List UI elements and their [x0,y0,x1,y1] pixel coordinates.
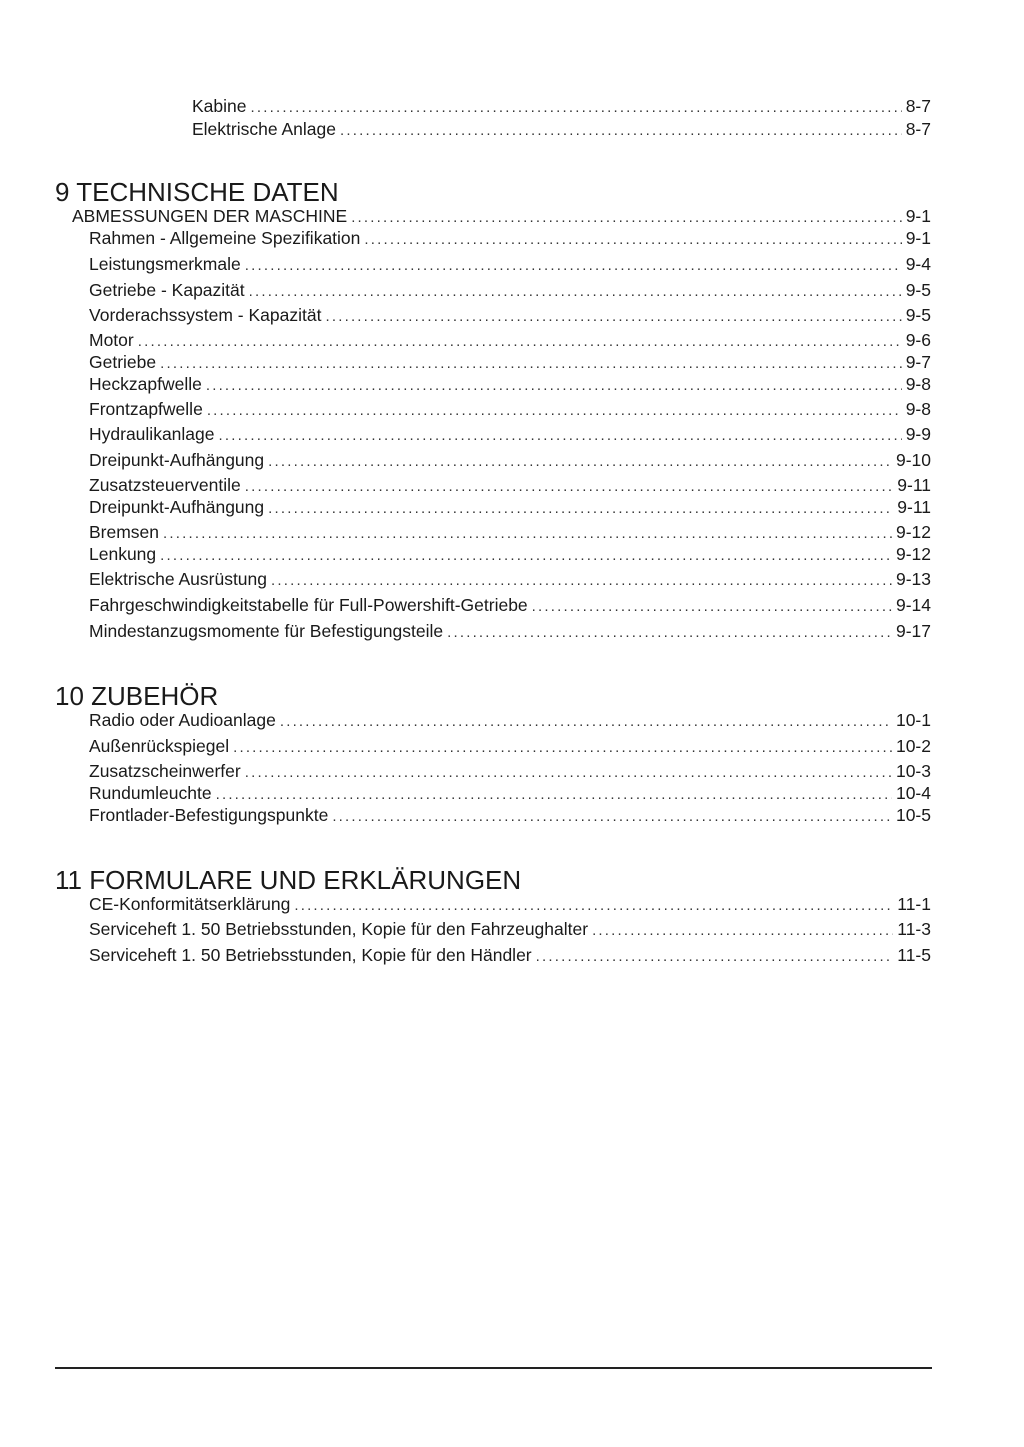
toc-entry-label: Frontzapfwelle [89,399,203,419]
toc-entry-label: Getriebe [89,352,157,372]
toc-entry-label: CE-Konformitätserklärung [89,894,291,914]
toc-entry-page: 11-3 [897,919,931,939]
toc-entry[interactable] [89,449,931,473]
chapter-title[interactable]: 9 TECHNISCHE DATEN [55,177,339,207]
toc-entry[interactable] [89,474,931,498]
toc-entry-label: Dreipunkt-Aufhängung [89,450,265,470]
toc-entry-label: Vorderachssystem - Kapazität [89,305,322,325]
toc-entry[interactable] [89,253,931,277]
dot-leader [245,476,894,498]
toc-entry-page: 9-8 [905,374,931,394]
toc-entry[interactable] [89,918,931,942]
toc-entry-page: 9-8 [905,399,931,419]
toc-entry[interactable] [89,521,931,545]
toc-entry-page: 10-3 [895,761,931,781]
dot-leader [294,895,893,917]
dot-leader [249,281,902,303]
dot-leader [207,400,902,422]
toc-entry[interactable] [89,373,931,397]
toc-entry-page: 9-5 [905,280,931,300]
toc-entry[interactable] [89,329,931,353]
toc-entry[interactable] [89,709,931,733]
toc-entry-label: Motor [89,330,134,350]
toc-entry-label: Hydraulikanlage [89,424,215,444]
toc-entry-label: Zusatzscheinwerfer [89,761,241,781]
dot-leader [219,425,902,447]
toc-entry-page: 9-4 [905,254,931,274]
chapter-title[interactable]: 10 ZUBEHÖR [55,681,219,711]
dot-leader [532,596,892,618]
toc-entry-page: 9-12 [895,544,931,564]
dot-leader [245,762,892,784]
dot-leader [268,498,893,520]
dot-leader [271,570,892,592]
toc-entry-page: 9-10 [895,450,931,470]
dot-leader [325,306,901,328]
toc-entry[interactable] [89,804,931,828]
toc-entry-label: Leistungsmerkmale [89,254,241,274]
toc-entry-page: 9-7 [905,352,931,372]
toc-entry-page: 9-11 [897,497,931,517]
toc-entry-label: Rahmen - Allgemeine Spezifikation [89,228,361,248]
toc-entry-page: 10-1 [895,710,931,730]
toc-entry-label: Serviceheft 1. 50 Betriebsstunden, Kopie für den Fahrzeughalter [89,919,589,939]
toc-entry[interactable] [89,893,931,917]
dot-leader [245,255,902,277]
toc-entry[interactable] [89,944,931,968]
toc-entry-page: 10-2 [895,736,931,756]
toc-entry-label: Getriebe - Kapazität [89,280,245,300]
toc-entry[interactable] [89,543,931,567]
toc-entry-page: 9-9 [905,424,931,444]
footer-rule [55,1367,932,1369]
toc-entry-label: Serviceheft 1. 50 Betriebsstunden, Kopie für den Händler [89,945,532,965]
toc-entry-label: Elektrische Anlage [192,119,336,139]
dot-leader [332,806,892,828]
toc-entry-label: Dreipunkt-Aufhängung [89,497,265,517]
toc-entry-label: Rundumleuchte [89,783,212,803]
toc-entry[interactable] [89,398,931,422]
toc-section-entry[interactable] [72,205,931,229]
dot-leader [536,946,894,968]
toc-entry-page: 11-1 [897,894,931,914]
toc-entry-label: Kabine [192,96,247,116]
dot-leader [268,451,892,473]
toc-section-page: 9-1 [905,206,931,226]
toc-entry[interactable] [89,351,931,375]
dot-leader [340,120,902,142]
dot-leader [447,622,892,644]
dot-leader [160,545,892,567]
toc-entry-page: 9-5 [905,305,931,325]
toc-entry-page: 9-12 [895,522,931,542]
dot-leader [351,207,902,229]
toc-entry-page: 9-14 [895,595,931,615]
chapter-title[interactable]: 11 FORMULARE UND ERKLÄRUNGEN [55,865,522,895]
toc-section-label: ABMESSUNGEN DER MASCHINE [72,206,348,226]
toc-entry[interactable] [89,279,931,303]
toc-entry-label: Radio oder Audioanlage [89,710,276,730]
toc-entry[interactable] [89,735,931,759]
toc-entry[interactable] [192,95,931,119]
toc-entry[interactable] [89,227,931,251]
toc-entry-label: Mindestanzugsmomente für Befestigungsteile [89,621,444,641]
toc-entry-label: Außenrückspiegel [89,736,230,756]
toc-entry-label: Bremsen [89,522,160,542]
toc-entry-page: 8-7 [905,96,931,116]
toc-entry[interactable] [89,760,931,784]
toc-entry[interactable] [192,118,931,142]
toc-entry-label: Zusatzsteuerventile [89,475,241,495]
toc-entry[interactable] [89,782,931,806]
toc-entry-page: 9-11 [897,475,931,495]
toc-entry-label: Heckzapfwelle [89,374,202,394]
toc-entry-page: 10-5 [895,805,931,825]
toc-entry-page: 10-4 [895,783,931,803]
dot-leader [280,711,892,733]
dot-leader [233,737,892,759]
toc-entry[interactable] [89,496,931,520]
toc-entry-label: Lenkung [89,544,157,564]
toc-entry-page: 11-5 [897,945,931,965]
dot-leader [251,97,902,119]
toc-entry[interactable] [89,620,931,644]
dot-leader [163,523,892,545]
toc-entry-page: 9-17 [895,621,931,641]
toc-entry-label: Elektrische Ausrüstung [89,569,268,589]
dot-leader [216,784,892,806]
toc-entry-page: 9-1 [905,228,931,248]
toc-entry[interactable] [89,304,931,328]
dot-leader [206,375,902,397]
toc-entry-label: Fahrgeschwindigkeitstabelle für Full-Powershift-Getriebe [89,595,528,615]
toc-entry-page: 9-13 [895,569,931,589]
toc-entry-label: Frontlader-Befestigungspunkte [89,805,329,825]
dot-leader [592,920,893,942]
dot-leader [364,229,901,251]
toc-entry[interactable] [89,594,931,618]
toc-entry-page: 8-7 [905,119,931,139]
toc-entry-page: 9-6 [905,330,931,350]
toc-entry[interactable] [89,568,931,592]
toc-entry[interactable] [89,423,931,447]
dot-leader [138,331,902,353]
dot-leader [160,353,902,375]
